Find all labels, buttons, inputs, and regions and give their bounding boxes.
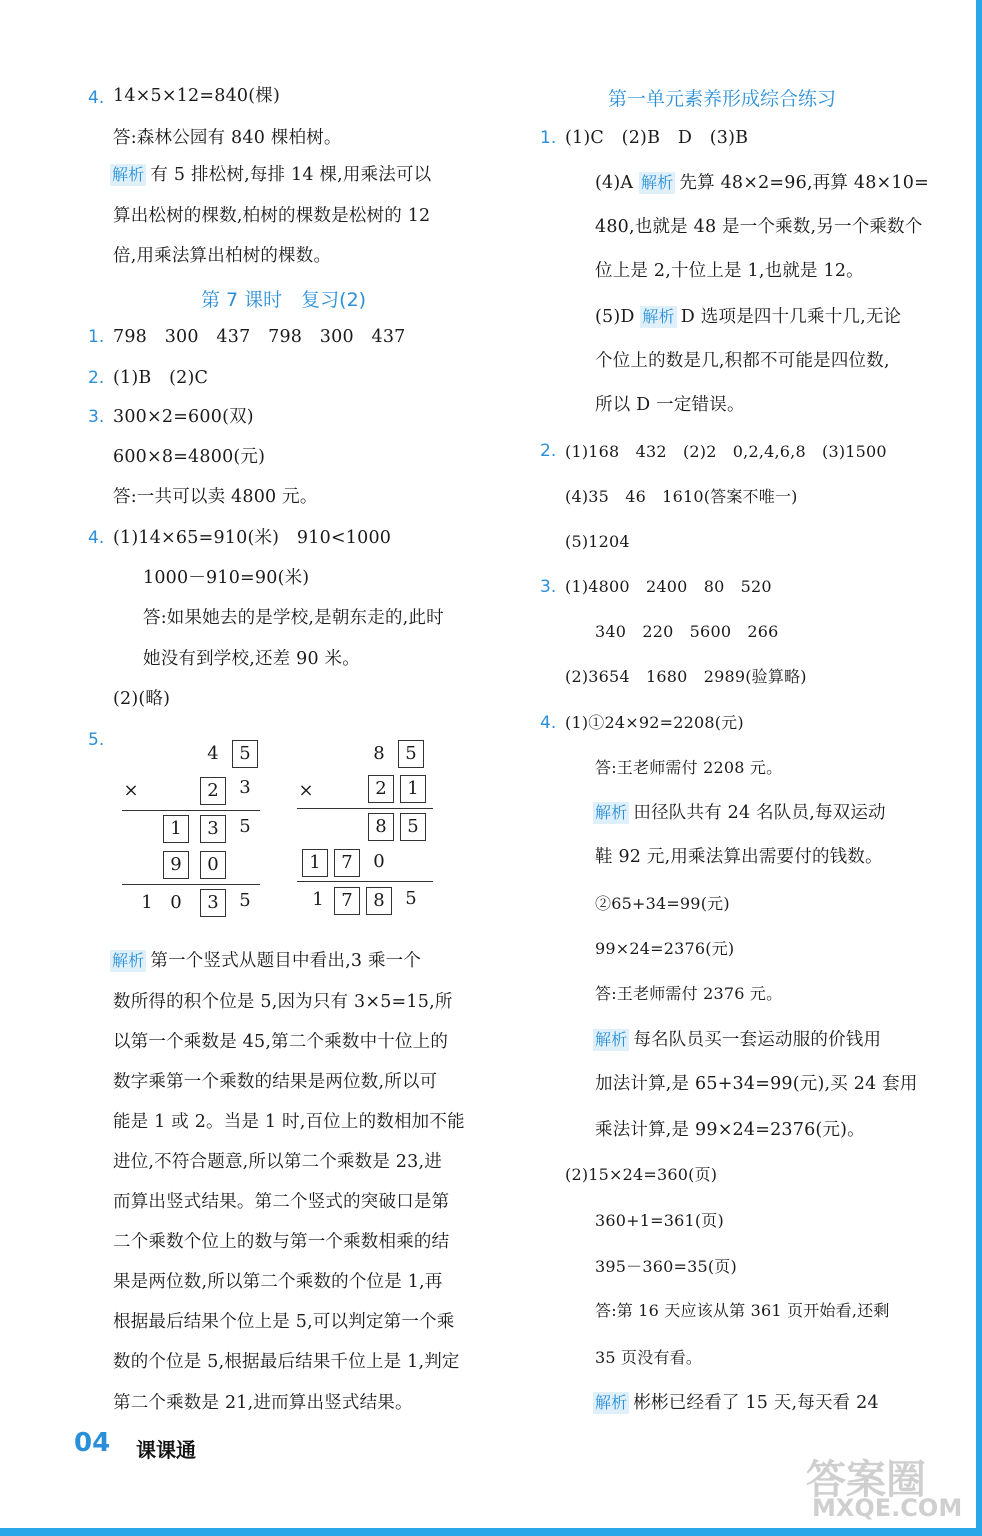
digit: 0 — [373, 851, 385, 872]
digit: 8 — [373, 743, 385, 764]
digit: 3 — [239, 777, 251, 798]
watermark-logo: 答案圈 — [806, 1457, 926, 1503]
digit-box: 0 — [200, 851, 226, 879]
analysis-tag: 解析 — [595, 803, 628, 822]
choice-label: (5)D — [595, 307, 635, 327]
digit-box: 8 — [368, 813, 394, 841]
equation-line: 1000－910=90(米) — [143, 568, 310, 588]
rule-line — [297, 808, 433, 809]
analysis-text: D 选项是四十几乘十几,无论 — [680, 307, 902, 327]
times-sign: × — [123, 780, 139, 801]
equation-line: ②65+34=99(元) — [595, 894, 730, 913]
watermark-url: MXQE.COM — [812, 1494, 963, 1522]
answer-line: 答:一共可以卖 4800 元。 — [113, 487, 318, 507]
analysis-text: 而算出竖式结果。第二个竖式的突破口是第 — [113, 1192, 450, 1212]
analysis-line — [593, 1029, 881, 1051]
analysis-text: 数所得的积个位是 5,因为只有 3×5=15,所 — [113, 992, 453, 1012]
answer-line: (1)168 432 (2)2 0,2,4,6,8 (3)1500 — [565, 442, 887, 461]
answer-line: 答:森林公园有 840 棵柏树。 — [113, 128, 342, 148]
digit-box: 5 — [398, 740, 424, 768]
analysis-text: 数的个位是 5,根据最后结果千位上是 1,判定 — [113, 1352, 460, 1372]
answer-line: (4)35 46 1610(答案不唯一) — [565, 487, 798, 506]
digit: 5 — [239, 816, 251, 837]
right-edge-bar — [976, 0, 982, 1536]
equation-line: 14×5×12=840(棵) — [113, 86, 281, 106]
analysis-tag: 解析 — [112, 165, 145, 184]
analysis-text: 有 5 排松树,每排 14 棵,用乘法可以 — [150, 165, 432, 185]
answer-line: (1)4800 2400 80 520 — [565, 577, 772, 596]
digit: 0 — [170, 892, 182, 913]
analysis-tag: 解析 — [595, 1393, 628, 1412]
answer-line: 她没有到学校,还差 90 米。 — [143, 649, 360, 669]
analysis-text: 算出松树的棵数,柏树的棵数是松树的 12 — [113, 206, 431, 226]
digit-box: 1 — [400, 775, 426, 803]
analysis-text: 鞋 92 元,用乘法算出需要付的钱数。 — [595, 847, 883, 867]
analysis-text: 先算 48×2=96,再算 48×10= — [679, 173, 929, 193]
equation-line: 300×2=600(双) — [113, 407, 254, 427]
analysis-text: 个位上的数是几,积都不可能是四位数, — [595, 351, 890, 371]
times-sign: × — [298, 780, 314, 801]
analysis-text: 根据最后结果个位上是 5,可以判定第一个乘 — [113, 1312, 455, 1332]
digit-box: 8 — [366, 887, 392, 915]
answer-line: 答:王老师需付 2376 元。 — [595, 984, 783, 1003]
page-number: 04 — [74, 1428, 111, 1458]
digit-box: 5 — [400, 813, 426, 841]
unit-heading: 第一单元素养形成综合练习 — [608, 88, 837, 110]
analysis-line — [110, 950, 421, 972]
answer-line — [595, 306, 901, 328]
question-number: 1. — [540, 128, 557, 148]
answer-line: 答:第 16 天应该从第 361 页开始看,还剩 — [595, 1301, 890, 1320]
digit: 1 — [141, 892, 153, 913]
analysis-text: 第一个竖式从题目中看出,3 乘一个 — [150, 951, 422, 971]
digit: 5 — [239, 890, 251, 911]
analysis-text: 位上是 2,十位上是 1,也就是 12。 — [595, 261, 864, 281]
rule-line — [122, 884, 260, 885]
analysis-text: 彬彬已经看了 15 天,每天看 24 — [633, 1393, 879, 1413]
digit-box: 7 — [334, 849, 360, 877]
question-number: 4. — [540, 713, 557, 733]
answer-line — [595, 172, 929, 194]
choice-label: (4)A — [595, 173, 634, 193]
analysis-text: 二个乘数个位上的数与第一个乘数相乘的结 — [113, 1232, 450, 1252]
footer-bar — [0, 1528, 982, 1536]
digit-box: 2 — [368, 775, 394, 803]
analysis-text: 倍,用乘法算出柏树的棵数。 — [113, 246, 332, 266]
analysis-text: 加法计算,是 65+34=99(元),买 24 套用 — [595, 1074, 918, 1094]
analysis-text: 所以 D 一定错误。 — [595, 395, 745, 415]
rule-line — [297, 881, 433, 882]
question-number: 2. — [88, 368, 105, 388]
digit-box: 1 — [163, 815, 189, 843]
answer-line: (1)B (2)C — [113, 368, 209, 388]
analysis-line — [593, 802, 886, 824]
answer-line: (5)1204 — [565, 532, 630, 551]
equation-line: 360+1=361(页) — [595, 1211, 724, 1230]
analysis-text: 每名队员买一套运动服的价钱用 — [633, 1030, 882, 1050]
answer-line: 答:如果她去的是学校,是朝东走的,此时 — [143, 608, 444, 628]
equation-line: (2)15×24=360(页) — [565, 1165, 718, 1184]
analysis-tag: 解析 — [642, 307, 675, 326]
analysis-tag: 解析 — [595, 1030, 628, 1049]
answer-line: 35 页没有看。 — [595, 1348, 703, 1367]
digit-box: 9 — [163, 851, 189, 879]
analysis-text: 田径队共有 24 名队员,每双运动 — [633, 803, 886, 823]
analysis-text: 能是 1 或 2。当是 1 时,百位上的数相加不能 — [113, 1112, 465, 1132]
digit: 1 — [312, 889, 324, 910]
digit: 4 — [207, 743, 219, 764]
digit-box: 3 — [200, 889, 226, 917]
analysis-tag: 解析 — [112, 951, 145, 970]
answer-line: 340 220 5600 266 — [595, 622, 779, 641]
digit-box: 7 — [334, 887, 360, 915]
question-number: 4. — [88, 88, 105, 108]
analysis-text: 第二个乘数是 21,进而算出竖式结果。 — [113, 1393, 413, 1413]
equation-line: (1)14×65=910(米) 910<1000 — [113, 528, 392, 548]
question-number: 4. — [88, 528, 105, 548]
analysis-text: 进位,不符合题意,所以第二个乘数是 23,进 — [113, 1152, 442, 1172]
lesson-heading: 第 7 课时 复习(2) — [201, 289, 367, 311]
answer-line: (1)C (2)B D (3)B — [565, 128, 749, 148]
rule-line — [122, 810, 260, 811]
analysis-line — [593, 1392, 879, 1414]
analysis-line — [110, 164, 431, 186]
equation-line: 600×8=4800(元) — [113, 447, 266, 467]
answer-line: 答:王老师需付 2208 元。 — [595, 758, 783, 777]
answer-line: 798 300 437 798 300 437 — [113, 327, 406, 347]
equation-line: 395－360=35(页) — [595, 1257, 737, 1276]
analysis-text: 果是两位数,所以第二个乘数的个位是 1,再 — [113, 1272, 443, 1292]
answer-line: (2)(略) — [113, 689, 171, 709]
question-number: 5. — [88, 730, 105, 750]
digit-box: 5 — [232, 740, 258, 768]
digit-box: 2 — [200, 777, 226, 805]
analysis-tag: 解析 — [641, 173, 674, 192]
equation-line: (1)①24×92=2208(元) — [565, 713, 744, 732]
digit-box: 1 — [302, 849, 328, 877]
question-number: 1. — [88, 327, 105, 347]
question-number: 3. — [540, 577, 557, 597]
brand-name: 课课通 — [136, 1438, 196, 1462]
analysis-text: 数字乘第一个乘数的结果是两位数,所以可 — [113, 1072, 438, 1092]
question-number: 2. — [540, 441, 557, 461]
question-number: 3. — [88, 407, 105, 427]
digit-box: 3 — [200, 815, 226, 843]
digit: 5 — [405, 888, 417, 909]
equation-line: 99×24=2376(元) — [595, 939, 735, 958]
answer-line: (2)3654 1680 2989(验算略) — [565, 667, 807, 686]
analysis-text: 480,也就是 48 是一个乘数,另一个乘数个 — [595, 217, 923, 237]
analysis-text: 以第一个乘数是 45,第二个乘数中十位上的 — [113, 1032, 449, 1052]
analysis-text: 乘法计算,是 99×24=2376(元)。 — [595, 1120, 865, 1140]
